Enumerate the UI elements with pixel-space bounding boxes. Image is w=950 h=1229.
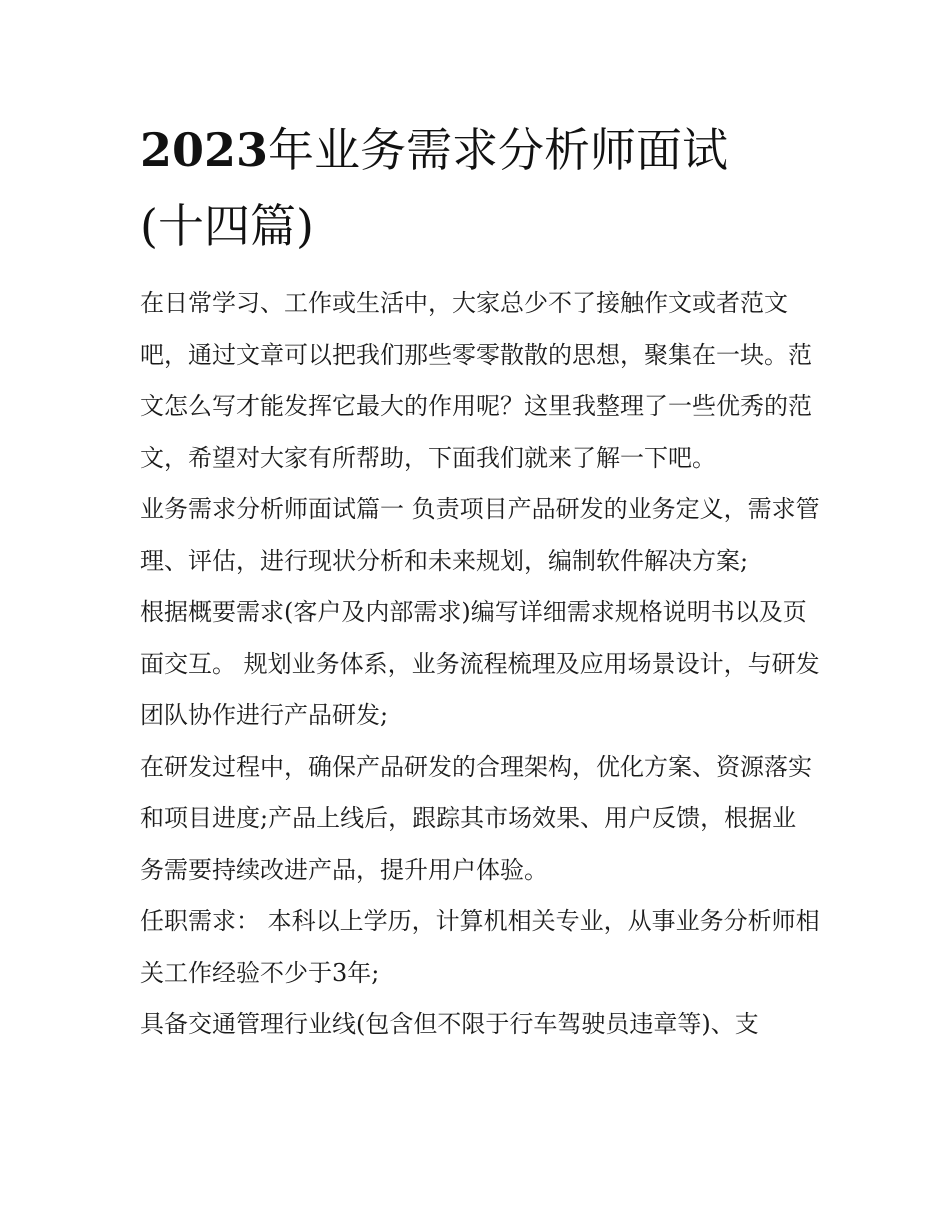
paragraph-intro: 在日常学习、工作或生活中，大家总少不了接触作文或者范文吧，通过文章可以把我们那些零零散散的思想，聚集在一块。范文怎么写才能发挥它最大的作用呢？这里我整理了一些优秀的范文，希望对大家有所帮助，下面我们就来了解一下吧。 — [140, 289, 812, 472]
paragraph-requirements-spec: 根据概要需求(客户及内部需求)编写详细需求规格说明书以及页面交互。 规划业务体系，业务流程梳理及应用场景设计，与研发团队协作进行产品研发; — [140, 598, 820, 729]
paragraph-traffic-management: 具备交通管理行业线(包含但不限于行车驾驶员违章等)、支 — [140, 1010, 759, 1038]
title-text-line1: 年业务需求分析师面试 — [268, 123, 729, 177]
paragraph-development-process: 在研发过程中，确保产品研发的合理架构，优化方案、资源落实和项目进度;产品上线后，跟踪其市场效果、用户反馈，根据业务需要持续改进产品，提升用户体验。 — [140, 752, 812, 884]
title-text-line2: (十四篇) — [140, 199, 314, 253]
document-body — [140, 278, 820, 1051]
title-year: 2023 — [140, 123, 269, 177]
paragraph-responsibility: 业务需求分析师面试篇一 负责项目产品研发的业务定义，需求管理、评估，进行现状分析和未来规划，编制软件解决方案; — [140, 495, 820, 575]
document-title — [140, 112, 820, 264]
paragraph-job-requirements: 任职需求： 本科以上学历，计算机相关专业，从事业务分析师相关工作经验不少于3年; — [140, 907, 820, 987]
